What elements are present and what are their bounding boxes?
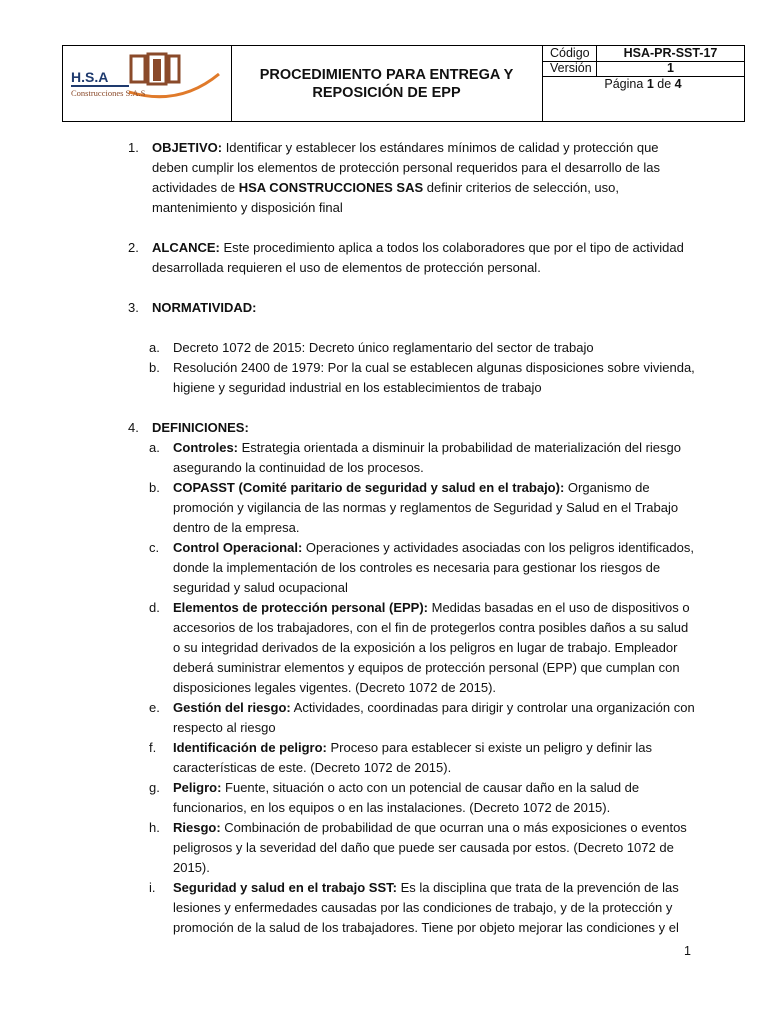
logo-subtitle-text: Construcciones S.A.S <box>71 88 146 98</box>
codigo-label: Código <box>542 46 597 61</box>
item-text: Proceso para establecer si existe un peligro y definir las características de este. (Decreto 1072 de 2015). <box>173 740 653 775</box>
section-text-cont: definir criterios de selección, uso, mantenimiento y disposición final <box>152 180 619 215</box>
item-text: Actividades, coordinadas para dirigir y controlar una organización con respecto al riesgo <box>173 700 695 735</box>
item-letter: c. <box>149 540 160 555</box>
item-text: Fuente, situación o acto con un potencial de causar daño en la salud de funcionarios, en los equipos o en las instalaciones. (Decreto 1072 de 2015). <box>173 780 640 815</box>
section-objetivo <box>128 138 698 218</box>
item-term: Elementos de protección personal (EPP): <box>173 600 428 615</box>
item-term: Seguridad y salud en el trabajo SST: <box>173 880 397 895</box>
document-body <box>128 138 698 958</box>
list-item <box>128 538 698 598</box>
item-text: Resolución 2400 de 1979: Por la cual se establecen algunas disposiciones sobre vivienda, higiene y seguridad industrial en los establecimientos de trabajo <box>173 360 695 395</box>
list-item <box>128 358 698 398</box>
item-text: Es la disciplina que trata de la prevención de las lesiones y enfermedades causadas por las condiciones de trabajo, y de la protección y promoción de la salud de los trabajadores. Tiene por objeto mejorar las condiciones y el <box>173 880 679 935</box>
item-term: Riesgo: <box>173 820 221 835</box>
item-text: Combinación de probabilidad de que ocurran una o más exposiciones o eventos peligrosos y la severidad del daño que puede ser causada por estos. (Decreto 1072 de 2015). <box>173 820 687 875</box>
definiciones-list <box>128 438 698 938</box>
item-text: Medidas basadas en el uso de dispositivos o accesorios de los trabajadores, con el fin de protegerlos contra posibles daños a su salud o su integridad derivados de la exposición a los peligros en lugar de trabajo. Empleador deberá suministrar elementos y equipos de protección personal (EPP) que cumplan con disposiciones legales vigentes. (Decreto 1072 de 2015). <box>173 600 690 695</box>
section-number: 4. <box>128 420 139 435</box>
logo-cell <box>63 46 232 121</box>
section-title: NORMATIVIDAD: <box>152 300 257 315</box>
section-definiciones <box>128 418 698 938</box>
list-item <box>128 338 698 358</box>
item-text: Decreto 1072 de 2015: Decreto único reglamentario del sector de trabajo <box>173 340 594 355</box>
title-line-1: PROCEDIMIENTO PARA ENTREGA Y <box>259 66 514 83</box>
company-logo <box>69 52 225 112</box>
company-name: HSA CONSTRUCCIONES SAS <box>238 180 424 195</box>
logo-brand-text: H.S.A <box>71 69 109 85</box>
list-item <box>128 878 698 938</box>
section-number: 3. <box>128 300 139 315</box>
list-item <box>128 598 698 698</box>
item-letter: e. <box>149 700 160 715</box>
list-item <box>128 738 698 778</box>
item-term: Control Operacional: <box>173 540 303 555</box>
item-term: Gestión del riesgo: <box>173 700 291 715</box>
document-title <box>231 46 543 121</box>
item-term: Identificación de peligro: <box>173 740 327 755</box>
item-text: Organismo de promoción y vigilancia de las normas y reglamentos de Seguridad y Salud en el Trabajo dentro de la empresa. <box>173 480 679 535</box>
document-meta <box>542 46 744 121</box>
section-number: 2. <box>128 240 139 255</box>
list-item <box>128 778 698 818</box>
footer-page-number: 1 <box>684 944 691 958</box>
item-letter: h. <box>149 820 160 835</box>
section-title: DEFINICIONES: <box>152 420 249 435</box>
section-text: Este procedimiento aplica a todos los colaboradores que por el tipo de actividad desarrollada requieren el uso de elementos de protección personal. <box>152 240 684 275</box>
normatividad-list <box>128 338 698 398</box>
page-of: de <box>657 77 672 91</box>
item-letter: g. <box>149 780 160 795</box>
section-normatividad <box>128 298 698 398</box>
section-title: OBJETIVO: <box>152 140 223 155</box>
page-indicator <box>542 76 744 92</box>
document-header <box>62 45 745 122</box>
page-label: Página <box>604 77 644 91</box>
version-value: 1 <box>667 61 674 75</box>
item-term: Peligro: <box>173 780 222 795</box>
list-item <box>128 818 698 878</box>
item-letter: i. <box>149 880 156 895</box>
item-text: Estrategia orientada a disminuir la probabilidad de materialización del riesgo asegurando la continuidad de los procesos. <box>173 440 681 475</box>
item-letter: b. <box>149 480 160 495</box>
section-title: ALCANCE: <box>152 240 220 255</box>
item-letter: f. <box>149 740 157 755</box>
codigo-row <box>542 46 744 62</box>
item-term: COPASST (Comité paritario de seguridad y salud en el trabajo): <box>173 480 565 495</box>
item-term: Controles: <box>173 440 238 455</box>
section-alcance <box>128 238 698 278</box>
list-item <box>128 438 698 478</box>
title-line-2: REPOSICIÓN DE EPP <box>312 84 461 101</box>
codigo-value: HSA-PR-SST-17 <box>623 46 718 60</box>
item-letter: a. <box>149 340 160 355</box>
list-item <box>128 698 698 738</box>
item-letter: b. <box>149 360 160 375</box>
item-text: Operaciones y actividades asociadas con los peligros identificados, donde la implementación de los controles es necesaria para gestionar los riesgos de seguridad y salud ocupacional <box>173 540 694 595</box>
page-total: 4 <box>674 77 682 91</box>
section-text: Identificar y establecer los estándares mínimos de calidad y protección que deben cumplir los elementos de protección personal requeridos para el desarrollo de las actividades de <box>152 140 661 195</box>
version-label: Versión <box>542 61 597 76</box>
page-current: 1 <box>646 77 654 91</box>
list-item <box>128 478 698 538</box>
item-letter: a. <box>149 440 160 455</box>
version-row <box>542 61 744 77</box>
section-number: 1. <box>128 140 139 155</box>
item-letter: d. <box>149 600 160 615</box>
